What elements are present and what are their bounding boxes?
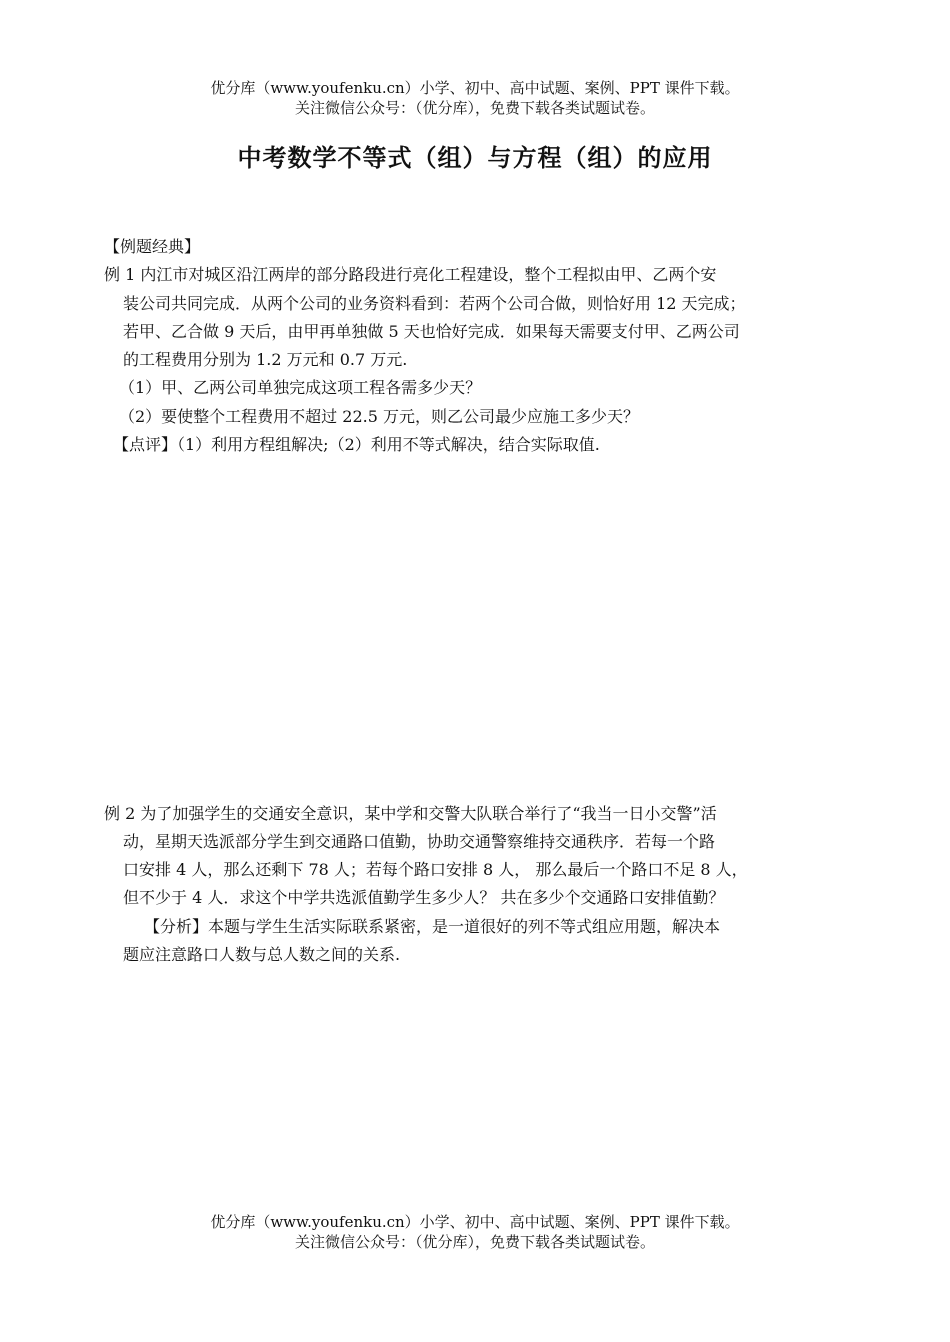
- header-line-1: 优分库（www.youfenku.cn）小学、初中、高中试题、案例、PPT 课件下载。: [210, 79, 740, 97]
- example-1-line: 装公司共同完成．从两个公司的业务资料看到：若两个公司合做，则恰好用 12 天完成；: [123, 294, 746, 313]
- example-2-analysis-cont: 题应注意路口人数与总人数之间的关系.: [123, 945, 401, 964]
- example-2-line: 例 2 为了加强学生的交通安全意识，某中学和交警大队联合举行了“我当一日小交警”活: [104, 804, 717, 823]
- example-1-line: 例 1 内江市对城区沿江两岸的部分路段进行亮化工程建设，整个工程拟由甲、乙两个安: [104, 265, 717, 284]
- example-2-line: 口安排 4 人，那么还剩下 78 人；若每个路口安排 8 人， 那么最后一个路口不足 8 人，: [123, 860, 748, 879]
- footer-line-1: 优分库（www.youfenku.cn）小学、初中、高中试题、案例、PPT 课件下载。: [210, 1213, 740, 1231]
- footer-line-2: 关注微信公众号：（优分库），免费下载各类试题试卷。: [294, 1233, 655, 1251]
- example-1-question-1: （1）甲、乙两公司单独完成这项工程各需多少天？: [119, 378, 482, 397]
- example-1-comment: 【点评】（1）利用方程组解决;（2）利用不等式解决，结合实际取值.: [113, 435, 600, 454]
- document-title: 中考数学不等式（组）与方程（组）的应用: [237, 144, 713, 172]
- example-1-line: 的工程费用分别为 1.2 万元和 0.7 万元.: [123, 350, 408, 369]
- example-2-analysis: 【分析】本题与学生生活实际联系紧密，是一道很好的列不等式组应用题，解决本: [144, 917, 721, 936]
- example-2-line: 但不少于 4 人．求这个中学共选派值勤学生多少人？ 共在多少个交通路口安排值勤？: [123, 888, 725, 907]
- example-1-line: 若甲、乙合做 9 天后，由甲再单独做 5 天也恰好完成．如果每天需要支付甲、乙两公司: [123, 322, 740, 341]
- section-label: 【例题经典】: [104, 237, 201, 256]
- header-line-2: 关注微信公众号：（优分库），免费下载各类试题试卷。: [294, 99, 655, 117]
- example-2-line: 动，星期天选派部分学生到交通路口值勤，协助交通警察维持交通秩序．若每一个路: [123, 832, 716, 851]
- example-1-question-2: （2）要使整个工程费用不超过 22.5 万元，则乙公司最少应施工多少天？: [119, 407, 639, 426]
